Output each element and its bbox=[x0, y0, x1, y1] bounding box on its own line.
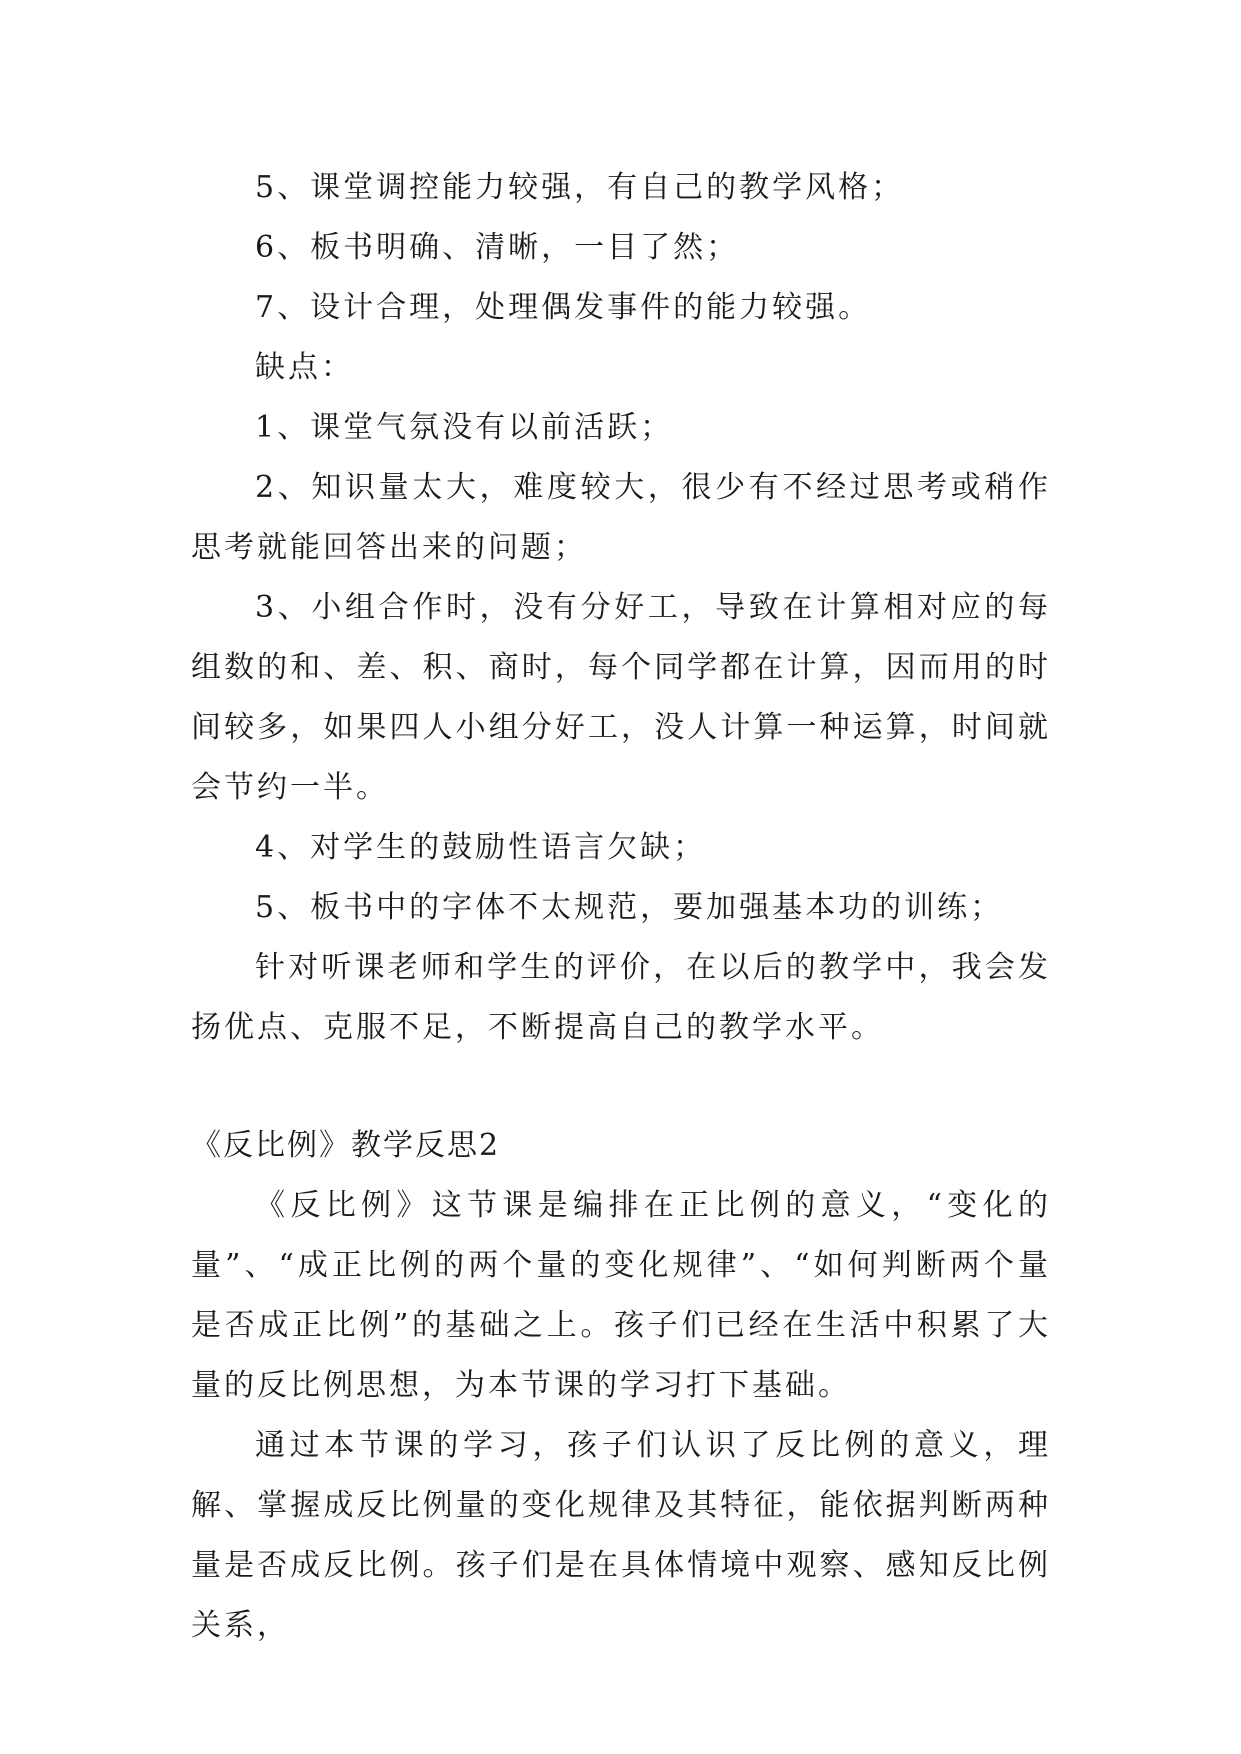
paragraph: 4、对学生的鼓励性语言欠缺； bbox=[255, 830, 707, 865]
paragraph: 针对听课老师和学生的评价，在以后的教学中，我会发扬优点、克服不足，不断提高自己的教学水平。 bbox=[191, 950, 1051, 1045]
section-label-shortcomings: 缺点： bbox=[255, 350, 354, 385]
paragraph: 3、小组合作时，没有分好工，导致在计算相对应的每组数的和、差、积、商时，每个同学都在计算，因而用的时间较多，如果四人小组分好工，没人计算一种运算，时间就会节约一半。 bbox=[191, 590, 1051, 805]
paragraph: 2、知识量太大，难度较大，很少有不经过思考或稍作思考就能回答出来的问题； bbox=[191, 470, 1051, 565]
paragraph: 6、板书明确、清晰，一目了然； bbox=[255, 230, 740, 265]
document-body bbox=[191, 158, 1051, 1656]
paragraph: 5、课堂调控能力较强，有自己的教学风格； bbox=[255, 170, 905, 205]
paragraph: 通过本节课的学习，孩子们认识了反比例的意义，理解、掌握成反比例量的变化规律及其特征，能依据判断两种量是否成反比例。孩子们是在具体情境中观察、感知反比例关系， bbox=[191, 1428, 1051, 1643]
paragraph: 7、设计合理，处理偶发事件的能力较强。 bbox=[255, 290, 872, 325]
paragraph: 5、板书中的字体不太规范，要加强基本功的训练； bbox=[255, 890, 1004, 925]
paragraph: 1、课堂气氛没有以前活跃； bbox=[255, 410, 674, 445]
paragraph: 《反比例》这节课是编排在正比例的意义，“变化的量”、“成正比例的两个量的变化规律”、“如何判断两个量是否成正比例”的基础之上。孩子们已经在生活中积累了大量的反比例思想，为本节课的学习打下基础。 bbox=[191, 1188, 1051, 1403]
section-heading: 《反比例》教学反思2 bbox=[191, 1128, 501, 1163]
